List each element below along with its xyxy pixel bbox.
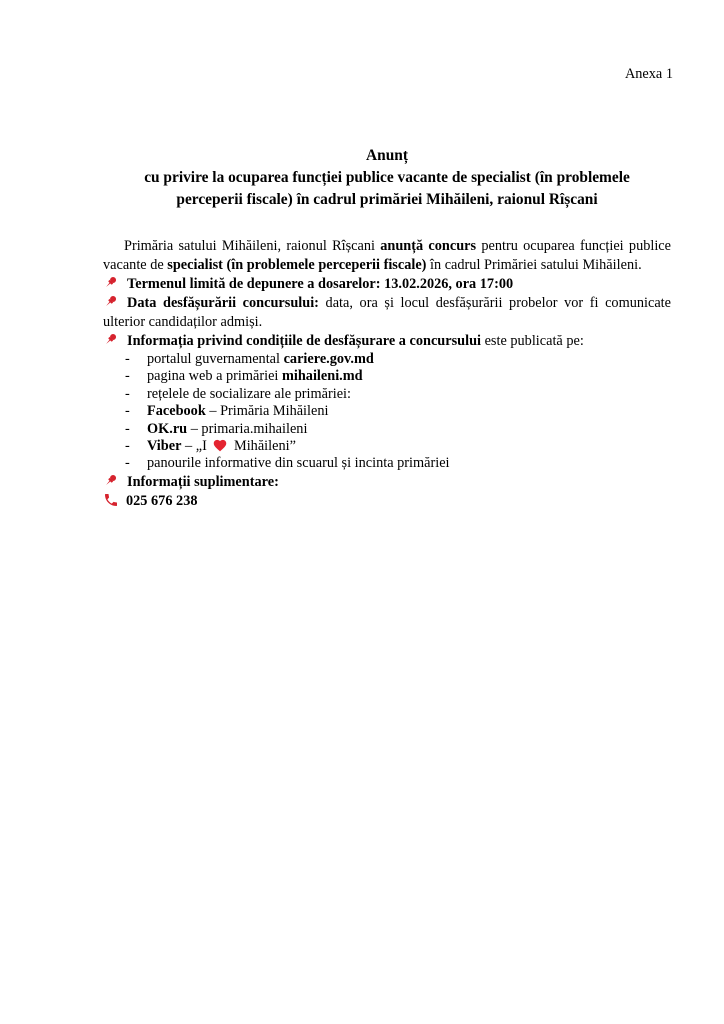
phone-number: 025 676 238 [126,492,198,509]
pushpin-icon [103,473,118,488]
title-block [103,145,671,211]
list-item-okru [103,421,671,438]
list-item-text [147,351,374,367]
heart-icon [212,438,228,453]
intro-text-1: Primăria satului Mihăileni, raionul Rîșcani [124,238,381,254]
list-item-panels [103,455,671,472]
okru-account: – primaria.mihaileni [187,420,308,437]
publication-channels-list [103,351,671,473]
dash-bullet: - [125,420,130,437]
intro-bold-position: specialist (în problemele perceperii fiscale) [167,257,427,273]
bullet-deadline [103,275,671,294]
contest-date-label: Data desfășurării concursului: [127,295,319,311]
page-subtitle-line1: cu privire la ocuparea funcției publice vacante de specialist (în problemele [144,169,630,186]
pushpin-icon [103,275,118,290]
viber-label: Viber [147,438,182,455]
facebook-label: Facebook [147,403,206,420]
conditions-info-text: este publicată pe: [481,333,584,349]
list-item-text: rețelele de socializare ale primăriei: [147,385,352,402]
list-item-text [147,438,296,454]
okru-label: OK.ru [147,420,188,437]
facebook-account: – Primăria Mihăileni [205,403,329,420]
list-item-viber [103,438,671,455]
annex-label: Anexa 1 [624,66,673,82]
dash-bullet: - [125,351,130,367]
list-item-webpage [103,368,671,385]
list-item-text: panourile informative din scuarul și incinta primăriei [147,455,450,472]
bullet-additional-info [103,473,671,492]
additional-info-label: Informații suplimentare: [127,473,279,490]
dash-bullet: - [125,403,130,420]
list-item-text [147,421,307,437]
page-title: Anunț [366,147,408,164]
intro-text-3: în cadrul Primăriei satului Mihăileni. [426,257,642,273]
list-item-text [147,368,363,384]
dash-bullet: - [125,385,130,402]
contest-date-text: data, ora și locul desfășurării probelor vor fi comunicate ulterior candidaților admiși. [103,295,671,330]
list-item-social [103,386,671,403]
intro-bold-announce: anunță concurs [380,238,477,254]
deadline-text: Termenul limită de depunere a dosarelor: 13.02.2026, ora 17:00 [127,276,514,292]
dash-bullet: - [125,438,130,455]
intro-paragraph [103,237,671,275]
document-body [103,237,671,511]
list-item-portal [103,351,671,368]
dash-bullet: - [125,368,130,385]
bullet-conditions-info [103,332,671,351]
list-item-text [147,403,328,419]
bullet-contest-date [103,294,671,332]
viber-text-after-heart: Mihăileni” [230,438,296,455]
viber-text-before-heart: – „I [181,438,211,455]
conditions-info-label: Informația privind condițiile de desfășurare a concursului [127,333,481,349]
dash-bullet: - [125,455,130,472]
phone-icon [103,492,119,508]
portal-text: portalul guvernamental [147,351,284,367]
pushpin-icon [103,332,118,347]
list-item-facebook [103,403,671,420]
page-subtitle-line2: perceperii fiscale) în cadrul primăriei Mihăileni, raionul Rîșcani [176,191,598,208]
pushpin-icon [103,294,118,309]
webpage-text: pagina web a primăriei [147,368,282,385]
portal-site: cariere.gov.md [283,351,374,367]
webpage-site: mihaileni.md [281,368,363,385]
intro-text-2: pentru ocuparea funcției publice vacante de [103,238,672,273]
phone-line [103,492,671,511]
